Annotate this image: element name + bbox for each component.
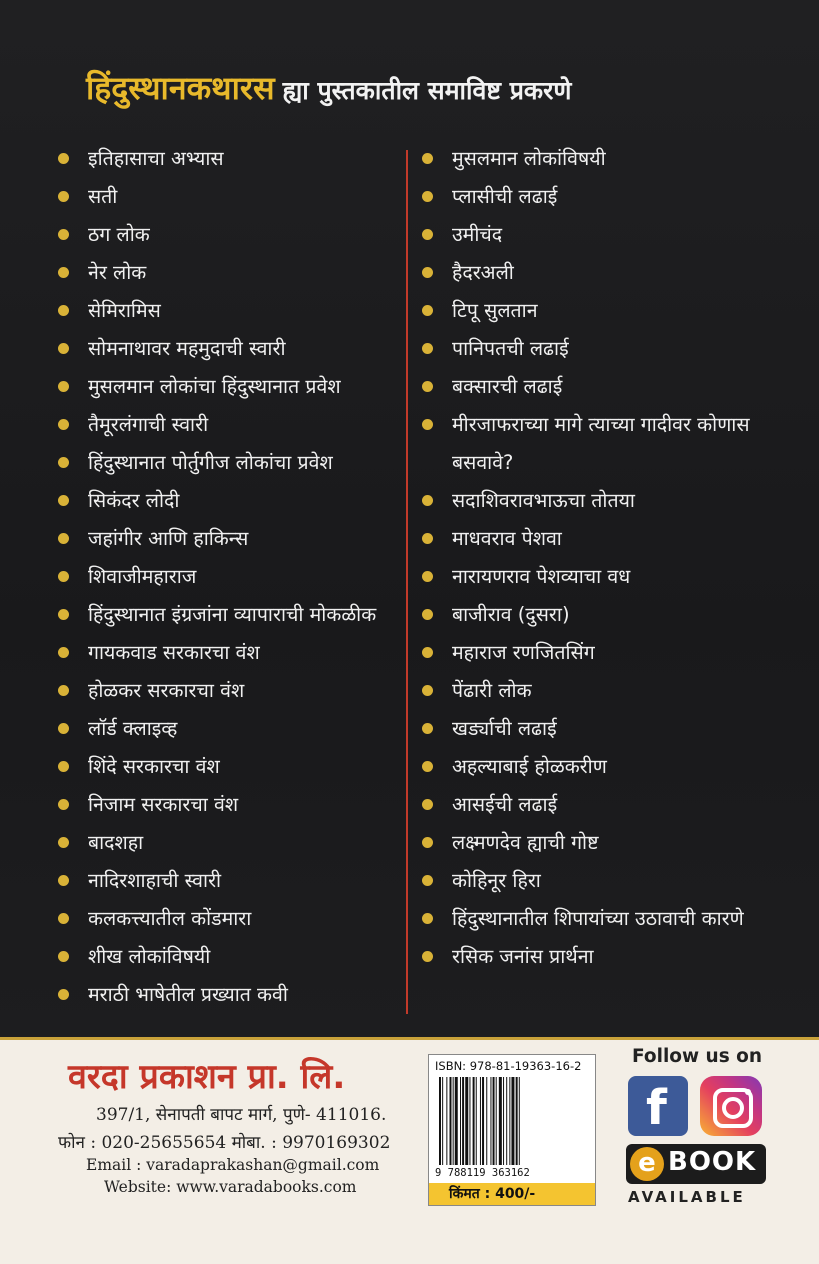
bullet-icon (422, 381, 433, 392)
publisher-phone: फोन : 020-25655654 मोबा. : 9970169302 (58, 1133, 391, 1153)
instagram-lens (722, 1097, 744, 1119)
list-item (418, 824, 788, 862)
bullet-icon (58, 723, 69, 734)
chapter-title: हिंदुस्थानात इंग्रजांना व्यापाराची मोकळीक (88, 603, 377, 626)
bullet-icon (422, 153, 433, 164)
chapter-title: बक्सारची लढाई (452, 375, 563, 398)
chapter-title: पानिपतची लढाई (452, 337, 569, 360)
bullet-icon (58, 495, 69, 506)
publisher-email: Email : varadaprakashan@gmail.com (86, 1156, 380, 1174)
chapter-title: नारायणराव पेशव्याचा वध (452, 565, 631, 588)
chapter-title: माधवराव पेशवा (452, 527, 562, 550)
list-item (418, 558, 788, 596)
list-item (54, 634, 404, 672)
list-item (418, 520, 788, 558)
chapter-title: टिपू सुलतान (452, 299, 538, 322)
bullet-icon (422, 799, 433, 810)
list-item (418, 634, 788, 672)
list-item (418, 482, 788, 520)
barcode-icon (437, 1077, 587, 1165)
chapter-title: ठग लोक (88, 223, 150, 246)
chapter-title: रसिक जनांस प्रार्थना (452, 945, 594, 968)
ebook-e-icon: e (630, 1147, 664, 1181)
bullet-icon (58, 381, 69, 392)
chapter-title: सदाशिवरावभाऊचा तोतया (452, 489, 635, 512)
chapter-title: इतिहासाचा अभ्यास (88, 147, 224, 170)
chapter-title: शीख लोकांविषयी (88, 945, 211, 968)
bullet-icon (58, 267, 69, 278)
bullet-icon (422, 571, 433, 582)
list-item (54, 330, 404, 368)
chapter-title: सिकंदर लोदी (88, 489, 180, 512)
chapter-title: लॉर्ड क्लाइव्ह (88, 717, 178, 740)
bullet-icon (58, 457, 69, 468)
list-item (418, 786, 788, 824)
list-item (54, 216, 404, 254)
bullet-icon (58, 913, 69, 924)
contents-heading: ह्या पुस्तकातील समाविष्ट प्रकरणे (282, 76, 572, 105)
chapter-title: बादशहा (88, 831, 144, 854)
chapter-title: प्लासीची लढाई (452, 185, 558, 208)
chapter-title: कलकत्त्यातील कोंडमारा (88, 907, 252, 930)
bullet-icon (422, 723, 433, 734)
list-item (54, 482, 404, 520)
bullet-icon (422, 913, 433, 924)
bullet-icon (422, 875, 433, 886)
chapter-title: हिंदुस्थानात पोर्तुगीज लोकांचा प्रवेश (88, 451, 333, 474)
list-item (418, 406, 788, 482)
chapter-title: अहल्याबाई होळकरीण (452, 755, 607, 778)
page-title (86, 66, 786, 110)
bullet-icon (58, 647, 69, 658)
bullet-icon (422, 229, 433, 240)
bullet-icon (422, 495, 433, 506)
chapter-title: सोमनाथावर महमुदाची स्वारी (88, 337, 286, 360)
list-item (418, 140, 788, 178)
list-item (418, 596, 788, 634)
bullet-icon (422, 533, 433, 544)
list-item (54, 254, 404, 292)
list-item (54, 710, 404, 748)
list-item (418, 178, 788, 216)
chapter-title: बाजीराव (दुसरा) (452, 603, 570, 626)
bullet-icon (58, 533, 69, 544)
chapter-title: तैमूरलंगाची स्वारी (88, 413, 209, 436)
chapter-list-right (418, 140, 788, 976)
bullet-icon (422, 609, 433, 620)
bullet-icon (58, 191, 69, 202)
list-item (54, 368, 404, 406)
bullet-icon (58, 875, 69, 886)
instagram-dot (745, 1089, 751, 1095)
ebook-word: BOOK (668, 1147, 757, 1177)
list-item (54, 672, 404, 710)
list-item (54, 748, 404, 786)
list-item (54, 862, 404, 900)
bullet-icon (58, 305, 69, 316)
chapter-list-left (54, 140, 404, 1014)
bullet-icon (58, 609, 69, 620)
list-item (418, 254, 788, 292)
list-item (54, 178, 404, 216)
list-item (418, 748, 788, 786)
chapter-title: सती (88, 185, 118, 208)
list-item (418, 368, 788, 406)
bullet-icon (58, 837, 69, 848)
chapter-title: आसईची लढाई (452, 793, 558, 816)
bullet-icon (422, 951, 433, 962)
price-label: किंमत : 400/- (429, 1183, 595, 1205)
list-item (418, 938, 788, 976)
bullet-icon (422, 305, 433, 316)
isbn-label: ISBN: 978-81-19363-16-2 (435, 1059, 582, 1073)
chapter-title: कोहिनूर हिरा (452, 869, 541, 892)
list-item (54, 900, 404, 938)
chapter-title: शिंदे सरकारचा वंश (88, 755, 220, 778)
chapter-title: मुसलमान लोकांचा हिंदुस्थानात प्रवेश (88, 375, 341, 398)
list-item (54, 406, 404, 444)
follow-us-label: Follow us on (632, 1046, 763, 1067)
facebook-glyph: f (646, 1080, 667, 1136)
list-item (418, 862, 788, 900)
ebook-available-label: AVAILABLE (628, 1188, 746, 1206)
bullet-icon (58, 571, 69, 582)
chapter-title: निजाम सरकारचा वंश (88, 793, 239, 816)
chapter-title: शिवाजीमहाराज (88, 565, 197, 588)
chapter-title: पेंढारी लोक (452, 679, 532, 702)
chapter-title: होळकर सरकारचा वंश (88, 679, 245, 702)
publisher-name: वरदा प्रकाशन प्रा. लि. (68, 1057, 346, 1097)
ebook-badge[interactable] (626, 1144, 766, 1184)
chapter-title: जहांगीर आणि हाकिन्स (88, 527, 249, 550)
list-item (418, 216, 788, 254)
publisher-website: Website: www.varadabooks.com (104, 1178, 357, 1196)
list-item (54, 976, 404, 1014)
bullet-icon (422, 267, 433, 278)
bullet-icon (58, 685, 69, 696)
bullet-icon (422, 647, 433, 658)
bullet-icon (58, 153, 69, 164)
bullet-icon (422, 685, 433, 696)
list-item (54, 938, 404, 976)
bullet-icon (422, 761, 433, 772)
list-item (418, 672, 788, 710)
list-item (54, 520, 404, 558)
list-item (54, 596, 404, 634)
bullet-icon (422, 191, 433, 202)
chapter-title: मीरजाफराच्या मागे त्याच्या गादीवर कोणास बसवावे? (452, 413, 750, 474)
list-item (418, 292, 788, 330)
list-item (54, 444, 404, 482)
barcode-digits: 9 788119 363162 (435, 1167, 530, 1179)
facebook-icon[interactable] (628, 1076, 688, 1136)
instagram-icon[interactable] (700, 1076, 762, 1136)
list-item (54, 292, 404, 330)
list-item (418, 710, 788, 748)
list-item (54, 140, 404, 178)
book-title: हिंदुस्थानकथारस (86, 69, 275, 107)
bullet-icon (58, 761, 69, 772)
chapter-title: महाराज रणजितसिंग (452, 641, 595, 664)
bullet-icon (422, 419, 433, 430)
chapter-title: खर्ड्याची लढाई (452, 717, 557, 740)
list-item (54, 824, 404, 862)
list-item (418, 330, 788, 368)
chapter-title: नादिरशाहाची स्वारी (88, 869, 222, 892)
chapter-title: उमीचंद (452, 223, 503, 246)
bullet-icon (422, 837, 433, 848)
chapter-title: लक्ष्मणदेव ह्याची गोष्ट (452, 831, 599, 854)
bullet-icon (58, 799, 69, 810)
bullet-icon (58, 951, 69, 962)
column-divider (406, 150, 408, 1014)
list-item (54, 558, 404, 596)
bullet-icon (58, 343, 69, 354)
bullet-icon (58, 419, 69, 430)
chapter-title: सेमिरामिस (88, 299, 161, 322)
isbn-barcode-block (428, 1054, 596, 1206)
chapter-title: हिंदुस्थानातील शिपायांच्या उठावाची कारणे (452, 907, 744, 930)
chapter-title: हैदरअली (452, 261, 514, 284)
chapter-title: नेर लोक (88, 261, 147, 284)
list-item (54, 786, 404, 824)
bullet-icon (422, 343, 433, 354)
publisher-address: 397/1, सेनापती बापट मार्ग, पुणे- 411016. (96, 1105, 387, 1125)
chapter-title: मराठी भाषेतील प्रख्यात कवी (88, 983, 288, 1006)
bullet-icon (58, 989, 69, 1000)
bullet-icon (58, 229, 69, 240)
chapter-title: मुसलमान लोकांविषयी (452, 147, 606, 170)
list-item (418, 900, 788, 938)
chapter-title: गायकवाड सरकारचा वंश (88, 641, 260, 664)
